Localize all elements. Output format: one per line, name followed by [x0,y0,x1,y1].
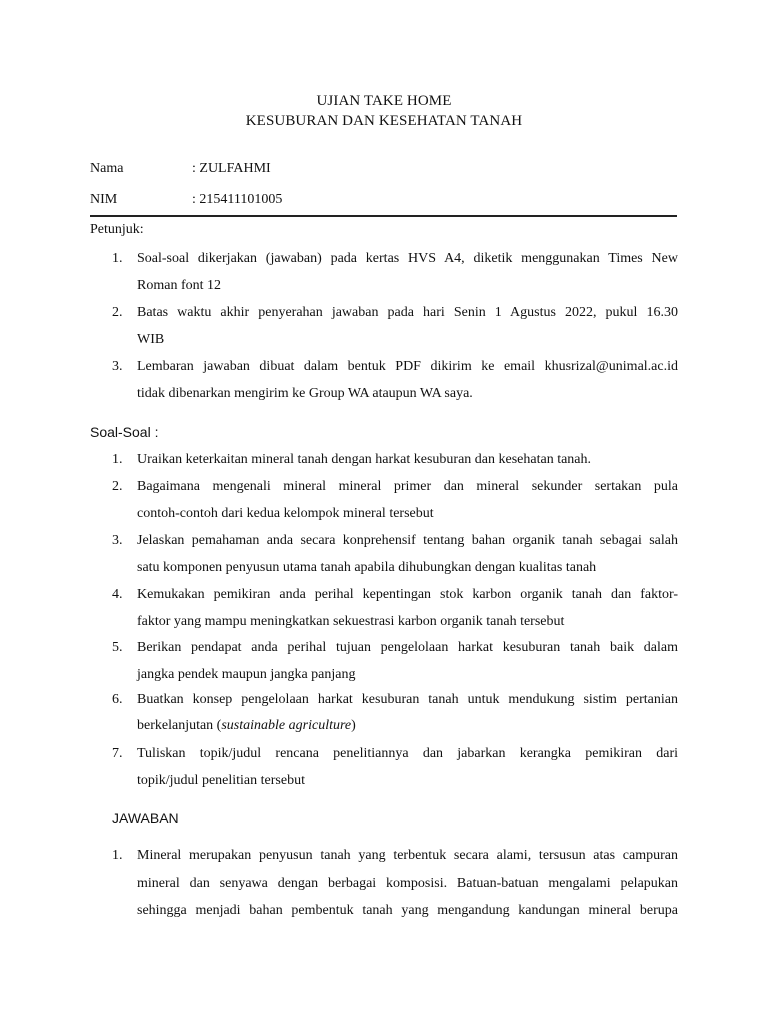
list-text: sehingga menjadi bahan pembentuk tanah yang mengandung kandungan mineral berupa [137,903,678,918]
list-number: 3. [112,359,123,374]
name-value: : ZULFAHMI [192,161,271,176]
list-number: 7. [112,746,123,761]
list-number: 1. [112,452,123,467]
list-number: 2. [112,305,123,320]
list-number: 2. [112,479,123,494]
list-text: Buatkan konsep pengelolaan harkat kesuburan tanah untuk mendukung sistim pertanian [137,692,678,707]
list-text: Jelaskan pemahaman anda secara konprehensif tentang bahan organik tanah sebagai salah [137,533,678,548]
list-text: tidak dibenarkan mengirim ke Group WA ataupun WA saya. [137,386,473,401]
list-number: 6. [112,692,123,707]
list-text: satu komponen penyusun utama tanah apabila dihubungkan dengan kualitas tanah [137,560,597,575]
list-number: 1. [112,251,123,266]
list-number: 4. [112,587,123,602]
list-text: Soal-soal dikerjakan (jawaban) pada kertas HVS A4, diketik menggunakan Times New [137,251,678,266]
list-text: Berikan pendapat anda perihal tujuan pengelolaan harkat kesuburan tanah baik dalam [137,640,678,655]
list-text: contoh-contoh dari kedua kelompok mineral tersebut [137,506,434,521]
list-number: 3. [112,533,123,548]
document-title-line2: KESUBURAN DAN KESEHATAN TANAH [245,113,523,129]
list-text: topik/judul penelitian tersebut [137,773,305,788]
list-text: Kemukakan pemikiran anda perihal kepentingan stok karbon organik tanah dan faktor- [137,587,678,602]
document-title-line1: UJIAN TAKE HOME [316,93,452,109]
list-text: Tuliskan topik/judul rencana penelitiannya dan jabarkan kerangka pemikiran dari [137,746,678,761]
petunjuk-heading: Petunjuk: [90,222,144,237]
list-text-prefix: berkelanjutan ( [137,718,222,733]
name-label: Nama [90,161,124,176]
list-text: faktor yang mampu meningkatkan sekuestrasi karbon organik tanah tersebut [137,614,565,629]
list-text: Mineral merupakan penyusun tanah yang terbentuk secara alami, tersusun atas campuran [137,848,678,863]
list-text: Bagaimana mengenali mineral mineral primer dan mineral sekunder sertakan pula [137,479,678,494]
italic-term: sustainable agriculture [221,718,352,733]
list-text: Batas waktu akhir penyerahan jawaban pada hari Senin 1 Agustus 2022, pukul 16.30 [137,305,678,320]
list-text [137,718,678,734]
list-text: mineral dan senyawa dengan berbagai komposisi. Batuan-batuan mengalami pelapukan [137,876,678,891]
list-text: Roman font 12 [137,278,221,293]
jawaban-heading: JAWABAN [112,810,179,826]
list-text: jangka pendek maupun jangka panjang [137,667,356,682]
list-text: WIB [137,332,165,347]
list-number: 1. [112,848,123,863]
list-text: Lembaran jawaban dibuat dalam bentuk PDF dikirim ke email khusrizal@unimal.ac.id [137,359,678,374]
list-text: Uraikan keterkaitan mineral tanah dengan harkat kesuburan dan kesehatan tanah. [137,452,592,467]
list-number: 5. [112,640,123,655]
header-divider [90,215,677,217]
nim-value: : 215411101005 [192,192,283,207]
nim-label: NIM [90,192,118,207]
list-text-suffix: ) [351,718,356,733]
soal-heading: Soal-Soal : [90,424,159,440]
